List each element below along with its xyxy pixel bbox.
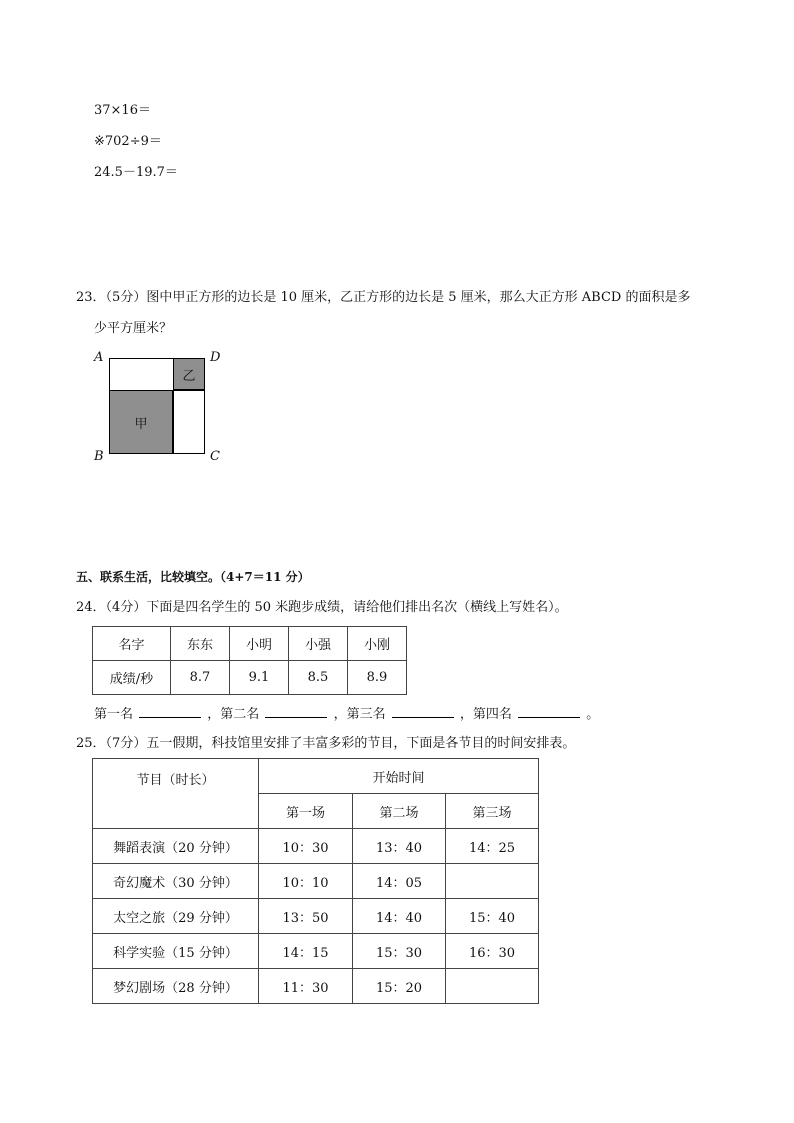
table-row — [93, 661, 407, 695]
table-cell: 8.5 — [289, 661, 348, 695]
program-name: 舞蹈表演（20 分钟） — [93, 829, 259, 864]
rank-1-label: 第一名 — [94, 707, 134, 722]
table-row — [93, 627, 407, 661]
table-cell: 8.9 — [348, 661, 407, 695]
header-program: 节目（时长） — [93, 759, 259, 829]
table-row — [93, 899, 539, 934]
divider-horizontal — [109, 390, 205, 391]
rank-4-label: ，第四名 — [459, 707, 512, 722]
rank-1-blank[interactable] — [139, 706, 201, 718]
running-score-table — [92, 626, 407, 695]
equation-3: 24.5－19.7＝ — [94, 165, 178, 180]
table-cell: 8.7 — [171, 661, 230, 695]
label-a: A — [94, 350, 104, 365]
header-session-3: 第三场 — [446, 794, 539, 829]
rank-4-blank[interactable] — [518, 706, 580, 718]
rank-3-blank[interactable] — [392, 706, 454, 718]
session-time: 13：50 — [259, 899, 353, 934]
table-row — [93, 864, 539, 899]
divider-vertical — [173, 390, 174, 454]
rank-3-label: ，第三名 — [333, 707, 386, 722]
table-cell: 名字 — [93, 627, 171, 661]
rank-2-label: ，第二名 — [207, 707, 260, 722]
equation-2: ※702÷9＝ — [94, 134, 162, 149]
label-c: C — [210, 449, 220, 464]
square-yi-label: 乙 — [182, 368, 196, 384]
square-jia — [109, 390, 173, 454]
label-b: B — [94, 449, 104, 464]
session-time: 14：40 — [353, 899, 446, 934]
session-time: 15：30 — [353, 934, 446, 969]
table-cell: 成绩/秒 — [93, 661, 171, 695]
header-session-2: 第二场 — [353, 794, 446, 829]
session-time: 10：10 — [259, 864, 353, 899]
header-start-time: 开始时间 — [259, 759, 539, 794]
question-25-text: 25．（7分）五一假期，科技馆里安排了丰富多彩的节目，下面是各节目的时间安排表。 — [76, 736, 576, 751]
session-time: 16：30 — [446, 934, 539, 969]
table-row — [93, 934, 539, 969]
session-time — [446, 864, 539, 899]
session-time: 10：30 — [259, 829, 353, 864]
question-23-text-cont: 少平方厘米？ — [94, 321, 173, 336]
session-time — [446, 969, 539, 1004]
table-cell: 小明 — [230, 627, 289, 661]
table-cell: 小刚 — [348, 627, 407, 661]
table-cell: 东东 — [171, 627, 230, 661]
table-cell: 9.1 — [230, 661, 289, 695]
session-time: 11：30 — [259, 969, 353, 1004]
ranking-line — [94, 706, 599, 721]
rank-2-blank[interactable] — [265, 706, 327, 718]
program-name: 梦幻剧场（28 分钟） — [93, 969, 259, 1004]
square-figure — [92, 348, 232, 468]
table-row — [93, 969, 539, 1004]
schedule-table — [92, 758, 539, 1004]
section-5-heading: 五、联系生活，比较填空。（4+7＝11 分） — [76, 570, 310, 584]
program-name: 科学实验（15 分钟） — [93, 934, 259, 969]
label-d: D — [210, 350, 221, 365]
table-row — [93, 829, 539, 864]
program-name: 奇幻魔术（30 分钟） — [93, 864, 259, 899]
square-yi — [173, 358, 205, 390]
question-23-text: 23．（5分）图中甲正方形的边长是 10 厘米，乙正方形的边长是 5 厘米，那么大正方形 ABCD 的面积是多 — [76, 290, 691, 305]
table-cell: 小强 — [289, 627, 348, 661]
table-row — [93, 759, 539, 794]
session-time: 15：20 — [353, 969, 446, 1004]
session-time: 15：40 — [446, 899, 539, 934]
ranking-end: 。 — [586, 707, 600, 722]
session-time: 14：25 — [446, 829, 539, 864]
program-name: 太空之旅（29 分钟） — [93, 899, 259, 934]
square-jia-label: 甲 — [134, 416, 148, 432]
question-24-text: 24．（4分）下面是四名学生的 50 米跑步成绩，请给他们排出名次（横线上写姓名）。 — [76, 600, 568, 615]
session-time: 14：05 — [353, 864, 446, 899]
session-time: 13：40 — [353, 829, 446, 864]
session-time: 14：15 — [259, 934, 353, 969]
header-session-1: 第一场 — [259, 794, 353, 829]
equation-1: 37×16＝ — [94, 103, 151, 118]
